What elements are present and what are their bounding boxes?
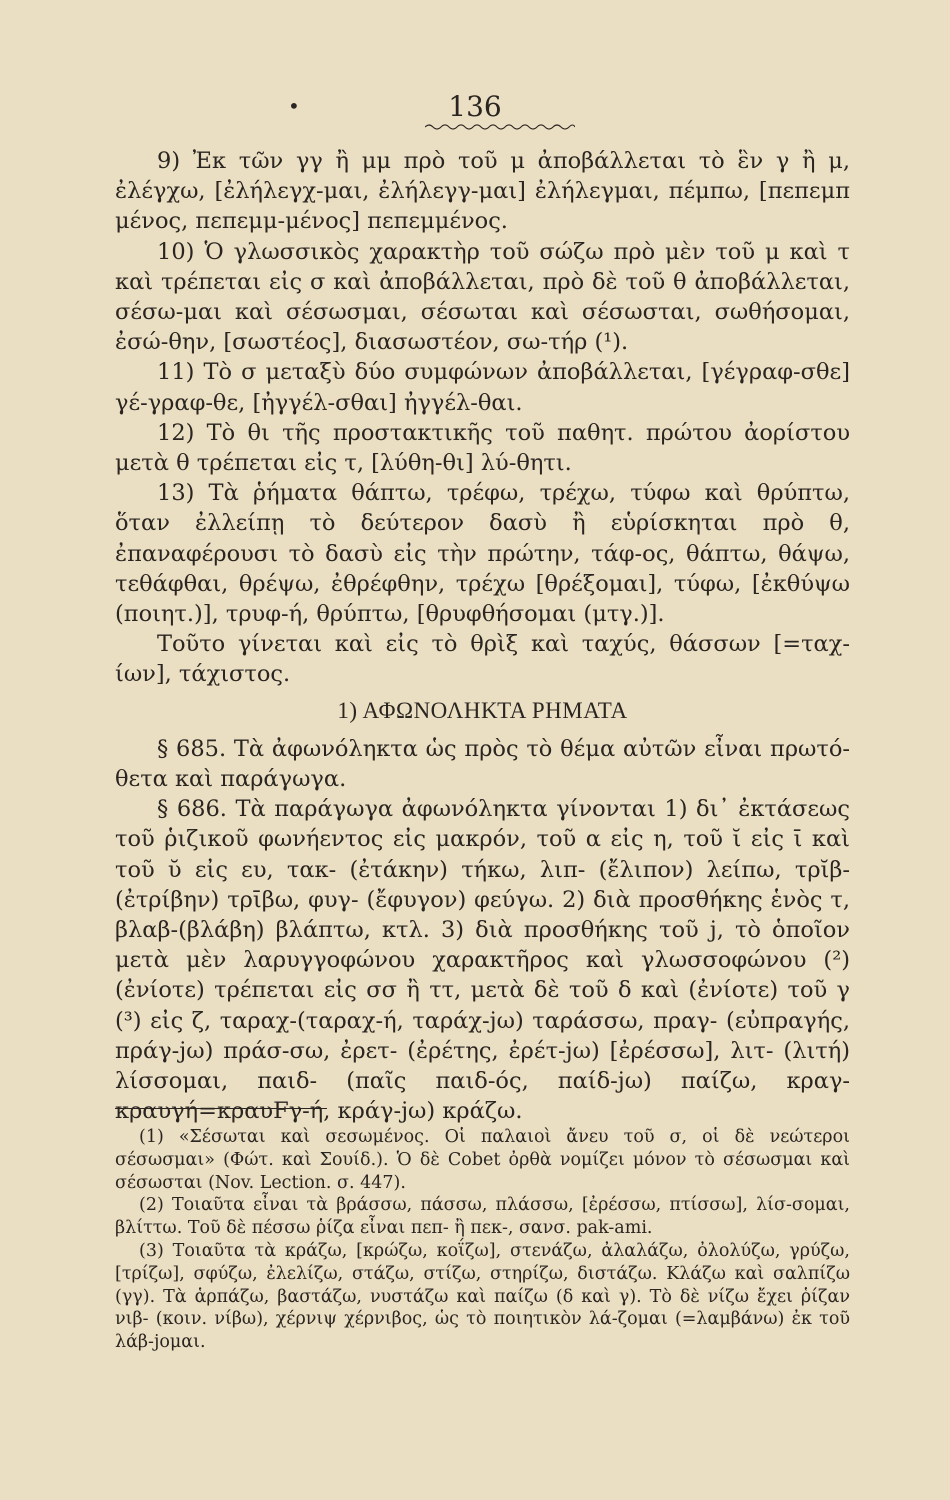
paragraph-rule-13: 13) Τὰ ῥήματα θάπτω, τρέφω, τρέχω, τύφω καὶ θρύπτω, ὅταν ἐλλείπῃ τὸ δεύτερον δασὺ ἢ εὑρίσκηται πρὸ θ, ἐπαναφέρουσι τὸ δασὺ εἰς τὴν πρώτην, τάφ-ος, θάπτω, θάψω, τεθάφθαι, θρέψω, ἐθρέφθην, τρέχω [θρέξομαι], τύφω, [ἐκθύψω (ποιητ.)], τρυφ-ή, θρύπτω, [θρυφθήσομαι (μτγ.)]. — [115, 480, 850, 628]
footnotes — [115, 1126, 850, 1354]
footnote-2: (2) Τοιαῦτα εἶναι τὰ βράσσω, πάσσω, πλάσσω, [ἐρέσσω, πτίσσω], λίσ-σομαι, βλίττω. Τοῦ δὲ πέσσω ῥίζα εἶναι πεπ- ἢ πεκ-, σανσ. pak-ami. — [115, 1195, 850, 1239]
paragraph-rule-10: 10) Ὁ γλωσσικὸς χαρακτὴρ τοῦ σώζω πρὸ μὲν τοῦ μ καὶ τ καὶ τρέπεται εἰς σ καὶ ἀποβάλλεται, πρὸ δὲ τοῦ θ ἀποβάλλεται, σέσω-μαι καὶ σέσωσμαι, σέσωται καὶ σέσωσται, σωθήσομαι, ἐσώ-θην, [σωστέος], διασωστέον, σω-τήρ (¹). — [115, 238, 850, 356]
page-number: 136 — [448, 90, 502, 123]
section-heading: 1) ΑΦΩΝΟΛΗΚΤΑ ΡΗΜΑΤΑ — [337, 697, 628, 723]
paragraph-rule-12: 12) Τὸ θι τῆς προστακτικῆς τοῦ παθητ. πρώτου ἀορίστου μετὰ θ τρέπεται εἰς τ, [λύθη-θι] λύ-θητι. — [115, 419, 850, 477]
paragraph-rule-9: 9) Ἐκ τῶν γγ ἢ μμ πρὸ τοῦ μ ἀποβάλλεται τὸ ἓν γ ἢ μ, ἐλέγχω, [ἐλήλεγχ-μαι, ἐλήλεγγ-μαι] ἐλήλεγμαι, πέμπω, [πεπεμπ μένος, πεπεμμ-μένος] πεπεμμένος. — [115, 148, 850, 235]
section-686: § 686. Τὰ παράγωγα ἀφωνόληκτα γίνονται 1) δι᾽ ἐκτάσεως τοῦ ῥιζικοῦ φωνήεντος εἰς μακρόν, τοῦ α εἰς η, τοῦ ῐ εἰς ῑ καὶ τοῦ ῠ εἰς ευ, τακ- (ἐτάκην) τήκω, λιπ- (ἔλιπον) λείπω, τρῐβ- (ἐτρίβην) τρῑβω, φυγ- (ἔφυγον) φεύγω. 2) διὰ προσθήκης ἑνὸς τ, βλαβ-(βλάβη) βλάπτω, κτλ. 3) διὰ προσθήκης τοῦ j, τὸ ὁποῖον μετὰ μὲν λαρυγγοφώνου χαρακτῆρος καὶ γλωσσοφώνου (²) (ἐνίοτε) τρέπεται εἰς σσ ἢ ττ, μετὰ δὲ τοῦ δ καὶ (ἐνίοτε) τοῦ γ (³) εἰς ζ, ταραχ-(ταραχ-ή, ταράχ-jω) ταράσσω, πραγ- (εὐπραγής, πράγ-jω) πράσ-σω, ἐρετ- (ἐρέτης, ἐρέτ-jω) [ἐρέσσω], λιτ- (λιτή) λίσσομαι, παιδ- (παῖς παιδ-ός, παίδ-jω) παίζω, κραγ- κραυγή=κραυFγ-ή, κράγ-jω) κράζω. — [115, 796, 850, 1125]
main-text — [115, 146, 850, 1127]
page-mark: • — [288, 94, 300, 118]
ornament-rule — [425, 122, 575, 132]
paragraph-rule-11: 11) Τὸ σ μεταξὺ δύο συμφώνων ἀποβάλλεται, [γέγραφ-σθε] γέ-γραφ-θε, [ἠγγέλ-σθαι] ἠγγέλ-θαι. — [115, 359, 850, 416]
footnote-1: (1) «Σέσωται καὶ σεσωμένος. Οἱ παλαιοὶ ἄνευ τοῦ σ, οἱ δὲ νεώτεροι σέσωσμαι» (Φώτ. καὶ Σουίδ.). Ὁ δὲ Cobet ὀρθὰ νομίζει μόνον τὸ σέσωσμαι καὶ σέσωσται (Nov. Lection. σ. 447). — [115, 1127, 850, 1193]
footnote-divider — [115, 1108, 327, 1109]
footnote-3: (3) Τοιαῦτα τὰ κράζω, [κρώζω, κοΐζω], στενάζω, ἀλαλάζω, ὀλολύζω, γρύζω, [τρίζω], σφύζω, ἐλελίζω, στάζω, στίζω, στηρίζω, διστάζω. Κλάζω καὶ σαλπίζω (γγ). Τὰ ἁρπάζω, βαστάζω, νυστάζω καὶ παίζω (δ καὶ γ). Τὸ δὲ νίζω ἔχει ῥίζαν νιβ- (κοιν. νίβω), χέρνιψ χέρνιβος, ὡς τὸ ποιητικὸν λά-ζομαι (=λαμβάνω) ἐκ τοῦ λάβ-jομαι. — [115, 1240, 850, 1353]
section-685: § 685. Τὰ ἀφωνόληκτα ὡς πρὸς τὸ θέμα αὐτῶν εἶναι πρωτό-θετα καὶ παράγωγα. — [115, 735, 850, 793]
paragraph-note: Τοῦτο γίνεται καὶ εἰς τὸ θρὶξ καὶ ταχύς, θάσσων [=ταχ-ίων], τάχιστος. — [115, 631, 850, 688]
